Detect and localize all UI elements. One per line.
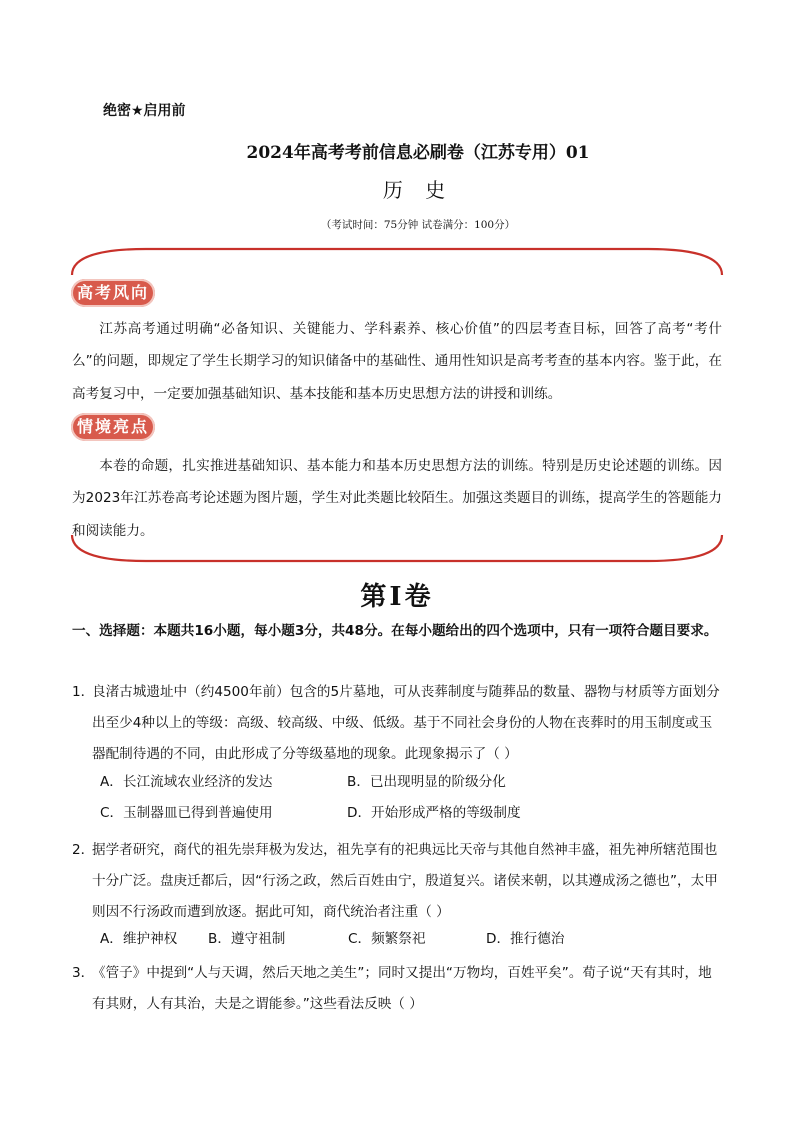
question-3 — [72, 958, 724, 1020]
gaokao-trend-badge: 高考风向 — [71, 279, 155, 307]
question-stem: 《管子》中提到“人与天调，然后天地之美生”；同时又提出“万物均，百姓平矣”。荀子说“天有其时，地有其财，人有其治，夫是之谓能参。”这些看法反映（ ） — [92, 965, 712, 1012]
question-number: 3． — [72, 965, 95, 981]
exam-time-info: （考试时间：75分钟 试卷满分：100分） — [320, 219, 516, 231]
option-d[interactable]: D．推行德治 — [486, 931, 565, 947]
question-1 — [72, 677, 724, 770]
question-stem: 据学者研究，商代的祖先崇拜极为发达，祖先享有的祀典远比天帝与其他自然神丰盛，祖先神所辖范围也十分广泛。盘庚迁都后，因“行汤之政，然后百姓由宁，殷道复兴。诸侯来朝，以其遵成汤之德也”，太甲则因不行汤政而遭到放逐。据此可知，商代统治者注重（ ） — [92, 842, 718, 920]
option-c[interactable]: C．玉制器皿已得到普遍使用 — [100, 805, 273, 821]
option-d[interactable]: D．开始形成严格的等级制度 — [347, 805, 521, 821]
volume-title: 第I卷 — [360, 582, 434, 612]
section-heading: 一、选择题：本题共16小题，每小题3分，共48分。在每小题给出的四个选项中，只有一项符合题目要求。 — [72, 623, 718, 639]
question-stem: 良渚古城遗址中（约4500年前）包含的5片墓地，可从丧葬制度与随葬品的数量、器物与材质等方面划分出至少4种以上的等级：高级、较高级、中级、低级。基于不同社会身份的人物在丧葬时的用玉制度或玉器配制待遇的不同，由此形成了分等级墓地的现象。此现象揭示了（ ） — [92, 684, 720, 762]
intro-paragraph-2: 本卷的命题，扎实推进基础知识、基本能力和基本历史思想方法的训练。特别是历史论述题的训练。因为2023年江苏卷高考论述题为图片题，学生对此类题比较陌生。加强这类题目的训练，提高学生的答题能力和阅读能力。 — [72, 458, 722, 539]
option-b[interactable]: B．遵守祖制 — [208, 931, 286, 947]
intro-paragraph-1: 江苏高考通过明确“必备知识、关键能力、学科素养、核心价值”的四层考查目标，回答了高考“考什么”的问题，即规定了学生长期学习的知识储备中的基础性、通用性知识是高考考查的基本内容。鉴于此，在高考复习中，一定要加强基础知识、基本技能和基本历史思想方法的讲授和训练。 — [72, 321, 722, 402]
option-a[interactable]: A．维护神权 — [100, 931, 178, 947]
exam-title: 2024年高考考前信息必刷卷（江苏专用）01 — [246, 143, 590, 163]
scenario-highlight-badge: 情境亮点 — [71, 413, 155, 441]
question-number: 1． — [72, 684, 95, 700]
question-number: 2． — [72, 842, 95, 858]
confidential-mark: 绝密★启用前 — [103, 103, 186, 119]
option-c[interactable]: C．频繁祭祀 — [348, 931, 426, 947]
subject-title: 历 史 — [382, 178, 454, 202]
question-2 — [72, 835, 724, 928]
option-a[interactable]: A．长江流域农业经济的发达 — [100, 774, 273, 790]
option-b[interactable]: B．已出现明显的阶级分化 — [347, 774, 506, 790]
